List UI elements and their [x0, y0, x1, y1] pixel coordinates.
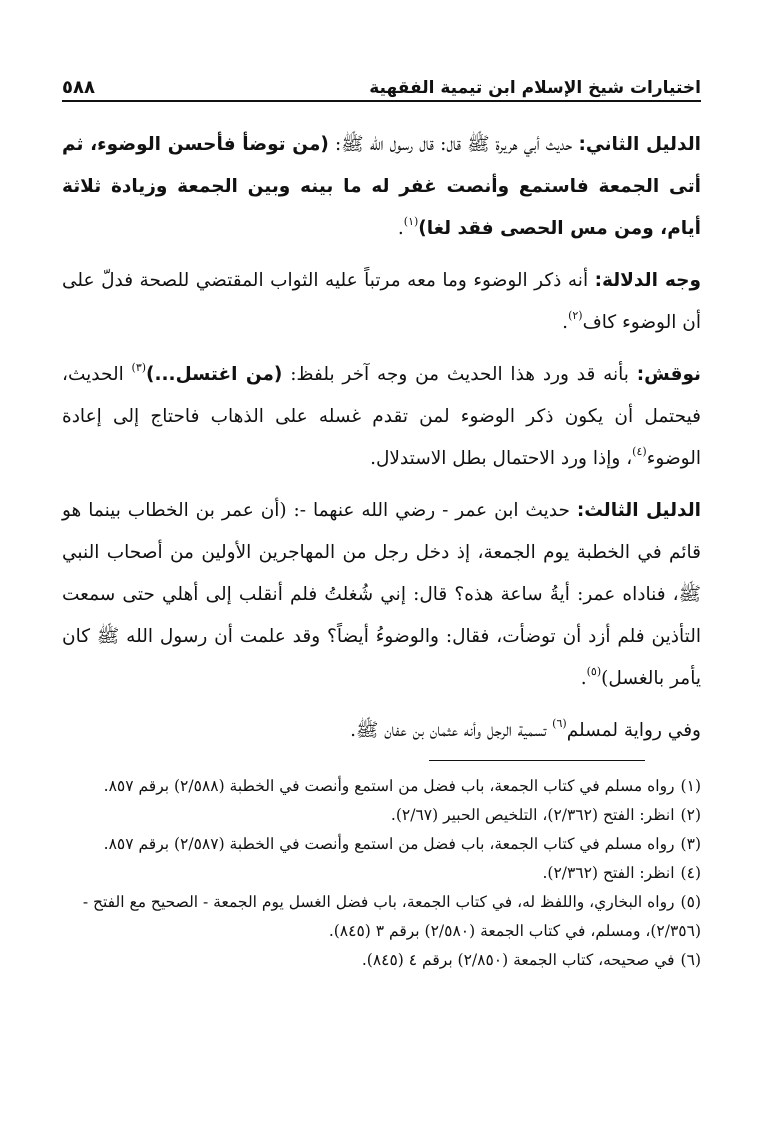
paragraph-label: وجه الدلالة:	[594, 270, 702, 291]
paragraph-text: حديث ابن عمر - رضي الله عنهما -: (أن عمر بن الخطاب بينما هو قائم في الخطبة يوم الجمعة، إذ دخل رجل من المهاجرين الأولين من أصحاب النبي ﷺ، فناداه عمر: أيةُ ساعة هذه؟ قال: إني شُغلتُ فلم أنقلب إلى أهلي حتى سمعت التأذين فلم أزد أن توضأت، فقال: والوضوءُ أيضاً؟ وقد علمت أن رسول الله ﷺ كان يأمر بالغسل)	[62, 500, 702, 689]
punctuation: .	[562, 312, 569, 333]
paragraph-label: الدليل الثالث:	[576, 500, 702, 521]
paragraph-objection	[62, 354, 701, 480]
footnote-ref[interactable]: (٣)	[131, 360, 147, 374]
footnote-text: انظر: الفتح (٢/٣٦٢).	[542, 864, 675, 882]
footnote-text: انظر: الفتح (٢/٣٦٢)، التلخيص الحبير (٢/٦٧).	[390, 806, 675, 824]
footnote-separator	[429, 760, 645, 761]
footnote-text: رواه البخاري، واللفظ له، في كتاب الجمعة، باب فضل الغسل يوم الجمعة - الصحيح مع الفتح - (٢/٣٥٦)، ومسلم، في كتاب الجمعة (٢/٥٨٠) برقم ٣ (٨٤٥).	[82, 893, 701, 940]
footnote-number: (١)	[680, 777, 701, 795]
paragraph-third-evidence	[62, 490, 701, 700]
paragraph-text: وفي رواية لمسلم	[566, 720, 701, 741]
paragraph-muslim-narration	[62, 710, 701, 752]
footnote-text: في صحيحه، كتاب الجمعة (٢/٨٥٠) برقم ٤ (٨٤٥).	[361, 951, 675, 969]
footnote-text: رواه مسلم في كتاب الجمعة، باب فضل من استمع وأنصت في الخطبة (٢/٥٨٧) برقم ٨٥٧.	[103, 835, 675, 853]
running-header	[62, 72, 701, 98]
paragraph-text: تسمية الرجل وأنه عثمان بن عفان ﷺ.	[350, 720, 547, 741]
footnote-text: رواه مسلم في كتاب الجمعة، باب فضل من استمع وأنصت في الخطبة (٢/٥٨٨) برقم ٨٥٧.	[103, 777, 675, 795]
paragraph-text: الحديث، فيحتمل أن يكون ذكر الوضوء لمن تقدم غسله على الذهاب فاحتاج إلى إعادة الوضوء	[62, 364, 701, 469]
hadith-quote: (من اغتسل...)	[146, 364, 283, 385]
footnotes	[62, 772, 701, 975]
paragraph-second-evidence	[62, 124, 701, 250]
footnote-number: (٦)	[680, 951, 701, 969]
paragraph-text: بأنه قد ورد هذا الحديث من وجه آخر بلفظ:	[290, 364, 629, 385]
header-title: اختيارات شيخ الإسلام ابن تيمية الفقهية	[369, 78, 701, 98]
footnote-item	[62, 946, 701, 975]
footnote-number: (٥)	[680, 893, 701, 911]
main-text	[62, 124, 701, 762]
footnote-number: (٤)	[680, 864, 701, 882]
footnote-item	[62, 888, 701, 946]
footnote-ref[interactable]: (٤)	[632, 444, 647, 458]
footnote-item	[62, 772, 701, 801]
paragraph-text: ، وإذا ورد الاحتمال بطل الاستدلال.	[370, 448, 633, 469]
footnote-item	[62, 859, 701, 888]
punctuation: .	[580, 668, 587, 689]
paragraph-label: الدليل الثاني:	[578, 134, 701, 155]
paragraph-text: أنه ذكر الوضوء وما معه مرتباً عليه الثواب المقتضي للصحة فدلّ على أن الوضوء كاف	[62, 270, 701, 333]
page-number: ٥٨٨	[62, 77, 95, 98]
footnote-item	[62, 801, 701, 830]
footnote-ref[interactable]: (١)	[403, 214, 419, 228]
footnote-ref[interactable]: (٥)	[586, 664, 602, 678]
footnote-number: (٢)	[680, 806, 701, 824]
paragraph-text: حديث أبي هريرة ﷺ قال: قال رسول الله ﷺ:	[335, 134, 573, 155]
footnote-ref[interactable]: (٢)	[568, 308, 583, 322]
header-rule	[62, 100, 701, 102]
paragraph-indication	[62, 260, 701, 344]
paragraph-label: نوقش:	[636, 364, 701, 385]
footnote-number: (٣)	[680, 835, 701, 853]
footnote-item	[62, 830, 701, 859]
footnote-ref[interactable]: (٦)	[552, 716, 567, 730]
punctuation: .	[397, 218, 404, 239]
hadith-quote: (من توضأ فأحسن الوضوء، ثم أتى الجمعة فاستمع وأنصت غفر له ما بينه وبين الجمعة وزيادة ثلاثة أيام، ومن مس الحصى فقد لغا)	[62, 134, 701, 239]
